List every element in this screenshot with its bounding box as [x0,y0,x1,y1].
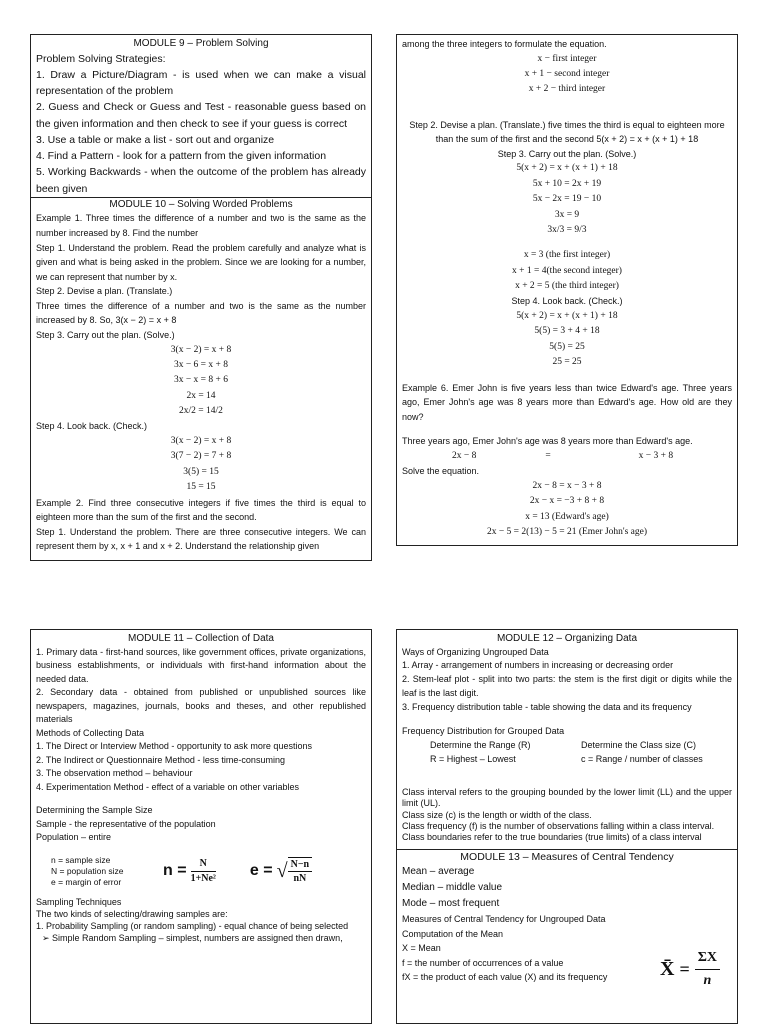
equation: 3x = 9 [554,209,580,220]
class-label: Determine the Class size (C) [581,740,697,751]
definition: Mode – most frequent [402,898,500,910]
technique-sub-text: Simple Random Sampling – simplest, numbers are assigned then drawn, [52,933,343,944]
answer: x + 2 = 5 (the third integer) [515,281,619,292]
computation-title: Computation of the Mean [402,928,504,939]
techniques-title: Sampling Techniques [36,896,122,907]
step2: Step 2. Devise a plan. (Translate.) five times the third is equal to eighteen more than the sum of the first and the second 5(x + 2) = x + (x + 1) + 18 [409,119,725,145]
sample-size-formula [163,857,216,885]
equation: 3x − x = 8 + 6 [173,375,229,386]
margin-error-formula [250,857,312,886]
module9-title: MODULE 9 – Problem Solving [133,38,269,49]
equation: 2x − x = −3 + 8 + 8 [529,496,605,507]
step3: Step 3. Carry out the plan. (Solve.) [36,330,175,341]
equation: 3(7 − 2) = 7 + 8 [170,451,232,462]
formula-lhs: n = [163,862,187,880]
step1: Step 1. Understand the problem. Read the problem carefully and analyze what is given and what is being asked in the problem. Since we are looking for a number, we can represent that number by x. [36,242,366,282]
definition: Mean – average [402,866,475,878]
module11-box [30,629,372,1024]
module11-body [36,646,366,845]
example2: Example 2. Find three consecutive integers if five times the third is equal to eighteen more than the sum of the first and the second. [36,497,366,523]
step2-text: Three times the difference of a number and two is the same as the number increased by 8. So, 3(x − 2) = x + 8 [36,300,366,326]
answer: x = 3 (the first integer) [523,250,611,261]
formula-numerator: N−n [288,858,312,873]
class-formula: c = Range / number of classes [581,754,703,765]
fx-definition: fX = the product of each value (X) and its frequency [402,971,608,982]
equation-left: 2x − 8 [452,450,477,461]
equation: 5x + 10 = 2x + 19 [532,178,602,189]
technique: 1. Probability Sampling (or random sampling) - equal chance of being selected [36,920,349,931]
module9-line: 5. Working Backwards - when the outcome of the problem has already been given [36,166,366,195]
formula-lhs: e = [249,862,273,880]
arrow-bullet-icon: ➢ [42,933,53,944]
continuation-box [396,34,738,546]
formula-numerator: ΣX [695,947,720,970]
step4: Step 4. Look back. (Check.) [36,421,148,432]
definition: Median – middle value [402,882,503,894]
module9-line: Problem Solving Strategies: [36,52,166,65]
population-def: Population – entire [36,832,112,842]
example2-step1: Step 1. Understand the problem. There are three consecutive integers. We can represent them by x, x + 1 and x + 2. Understand the relationship given [36,526,366,552]
solve-steps [36,343,366,420]
way: 3. Frequency distribution table - table showing the data and its frequency [402,702,692,713]
example1: Example 1. Three times the difference of a number and two is the same as the number increased by 8. Find the number [36,213,366,238]
formula-lhs: X̄ [660,958,675,981]
module12-body [402,646,732,788]
formula-row [36,855,366,888]
answers [402,248,732,294]
methods-title: Methods of Collecting Data [36,727,145,738]
check-steps [402,309,732,371]
module11-title: MODULE 11 – Collection of Data [128,633,274,644]
equation: 3x/3 = 9/3 [547,224,587,235]
module9-body [36,51,366,197]
solve-steps-2 [402,479,732,541]
fd-title: Frequency Distribution for Grouped Data [402,726,565,737]
module13-body [402,912,732,988]
equation: 2x − 8 = x − 3 + 8 [532,480,602,491]
range-label: Determine the Range (R) [430,740,531,751]
module9-line: 1. Draw a Picture/Diagram - is used when we can make a visual representation of the problem [36,68,366,98]
module9-10-box [30,34,372,561]
note: Class frequency (f) is the number of observations falling within a class interval. [402,820,715,831]
note: Class interval refers to the grouping bounded by the lower limit (LL) and the upper limit (UL). [402,787,732,809]
equation-right: x − 3 + 8 [638,450,674,461]
intro: among the three integers to formulate the equation. [402,39,607,49]
formula-eq: = [679,959,690,980]
formula-denominator: n [703,972,712,988]
sqrt-symbol: √ [276,859,288,882]
formula-numerator: N [191,857,216,872]
method: 3. The observation method – behaviour [36,768,193,778]
equation: 2x/2 = 14/2 [179,406,223,417]
example6-translation: Three years ago, Emer John's age was 8 years more than Edward's age. [402,436,693,447]
definition: n = sample size [51,854,111,865]
equation: 5(5) = 3 + 4 + 18 [534,326,600,337]
equation: 5(x + 2) = x + (x + 1) + 18 [516,163,618,174]
answer: x + 1 = 4(the second integer) [512,265,622,276]
variable: x + 1 − second integer [524,68,610,79]
way: 2. Stem-leaf plot - split into two parts: the stem is the first digit or digits while the leaf is the last digit. [402,674,732,699]
x-definition: X = Mean [402,943,441,954]
way: 1. Array - arrangement of numbers in increasing or decreasing order [402,660,674,671]
example6: Example 6. Emer John is five years less than twice Edward's age. Three years ago, Emer John's age was 8 years more than Edward's age. How old are they now? [402,382,732,422]
module9-line: 3. Use a table or make a list - sort out and organize [36,133,275,146]
module12-13-box [396,629,738,1024]
techniques-intro: The two kinds of selecting/drawing samples are: [36,908,228,919]
definition: N = population size [51,865,124,876]
step3: Step 3. Carry out the plan. (Solve.) [497,148,637,159]
module13-defs [402,864,732,912]
range-formula: R = Highest – Lowest [430,754,516,765]
equation-row [402,449,732,464]
equation: 5(5) = 25 [549,341,585,352]
formula-denominator: 1+Ne² [190,872,216,884]
step2: Step 2. Devise a plan. (Translate.) [36,286,173,297]
method: 1. The Direct or Interview Method - opportunity to ask more questions [36,741,312,751]
definition: e = margin of error [51,876,122,887]
equation: 3(x − 2) = x + 8 [170,344,232,355]
note: Class size (c) is the length or width of the class. [402,809,592,820]
module9-line: 2. Guess and Check or Guess and Test - reasonable guess based on the given information and then check to see if your guess is correct [36,101,366,130]
mean-formula [660,947,720,993]
variable: x + 2 − third integer [528,84,606,95]
module12-notes [402,787,732,843]
equation-mid: = [545,450,551,461]
equation: 5(x + 2) = x + (x + 1) + 18 [516,311,618,322]
solve-steps [402,161,732,238]
module10-body [36,211,366,553]
sampling-techniques [36,896,366,945]
variable: x − first integer [537,53,597,64]
equation: 3x − 6 = x + 8 [173,359,229,370]
formula-definitions [36,855,161,888]
equation: 3(x − 2) = x + 8 [170,436,232,447]
formula-denominator: nN [293,873,307,885]
module10-title: MODULE 10 – Solving Worded Problems [109,198,293,210]
step4: Step 4. Look back. (Check.) [511,296,623,307]
f-definition: f = the number of occurrences of a value [402,957,564,968]
method: 4. Experimentation Method - effect of a variable on other variables [36,781,299,792]
ways-title: Ways of Organizing Ungrouped Data [402,646,549,657]
module13-title: MODULE 13 – Measures of Central Tendency [460,851,674,864]
check-steps [36,434,366,496]
method: 2. The Indirect or Questionnaire Method - less time-consuming [36,754,285,765]
fd-row-2 [402,753,732,767]
module12-title: MODULE 12 – Organizing Data [496,633,638,644]
equation: 25 = 25 [552,357,582,368]
fd-row-1 [402,739,732,753]
module9-line: 4. Find a Pattern - look for a pattern from the given information [36,150,327,163]
equation: 3(5) = 15 [183,466,219,477]
variable-list [402,52,732,98]
primary-data: 1. Primary data - first-hand sources, like government offices, private organizations, business establishments, or individuals with first-hand information about the needed data. [36,646,366,684]
equation: 2x − 5 = 2(13) − 5 = 21 (Emer John's age) [486,526,648,537]
solve-label: Solve the equation. [402,466,480,477]
sample-def: Sample - the representative of the population [36,818,216,829]
technique-sub [36,932,366,944]
equation: 15 = 15 [186,482,216,493]
equation: 5x − 2x = 19 − 10 [532,194,602,205]
sample-size-title: Determining the Sample Size [36,805,153,815]
ungrouped-title: Measures of Central Tendency for Ungrouped Data [402,914,606,925]
equation: 2x = 14 [186,390,216,401]
note: Class boundaries refer to the true boundaries (true limits) of a class interval [402,832,702,842]
equation: x = 13 (Edward's age) [525,511,609,522]
secondary-data: 2. Secondary data - obtained from published or unpublished sources like newspapers, magazines, journals, books and theses, and other republished materials [36,687,366,724]
